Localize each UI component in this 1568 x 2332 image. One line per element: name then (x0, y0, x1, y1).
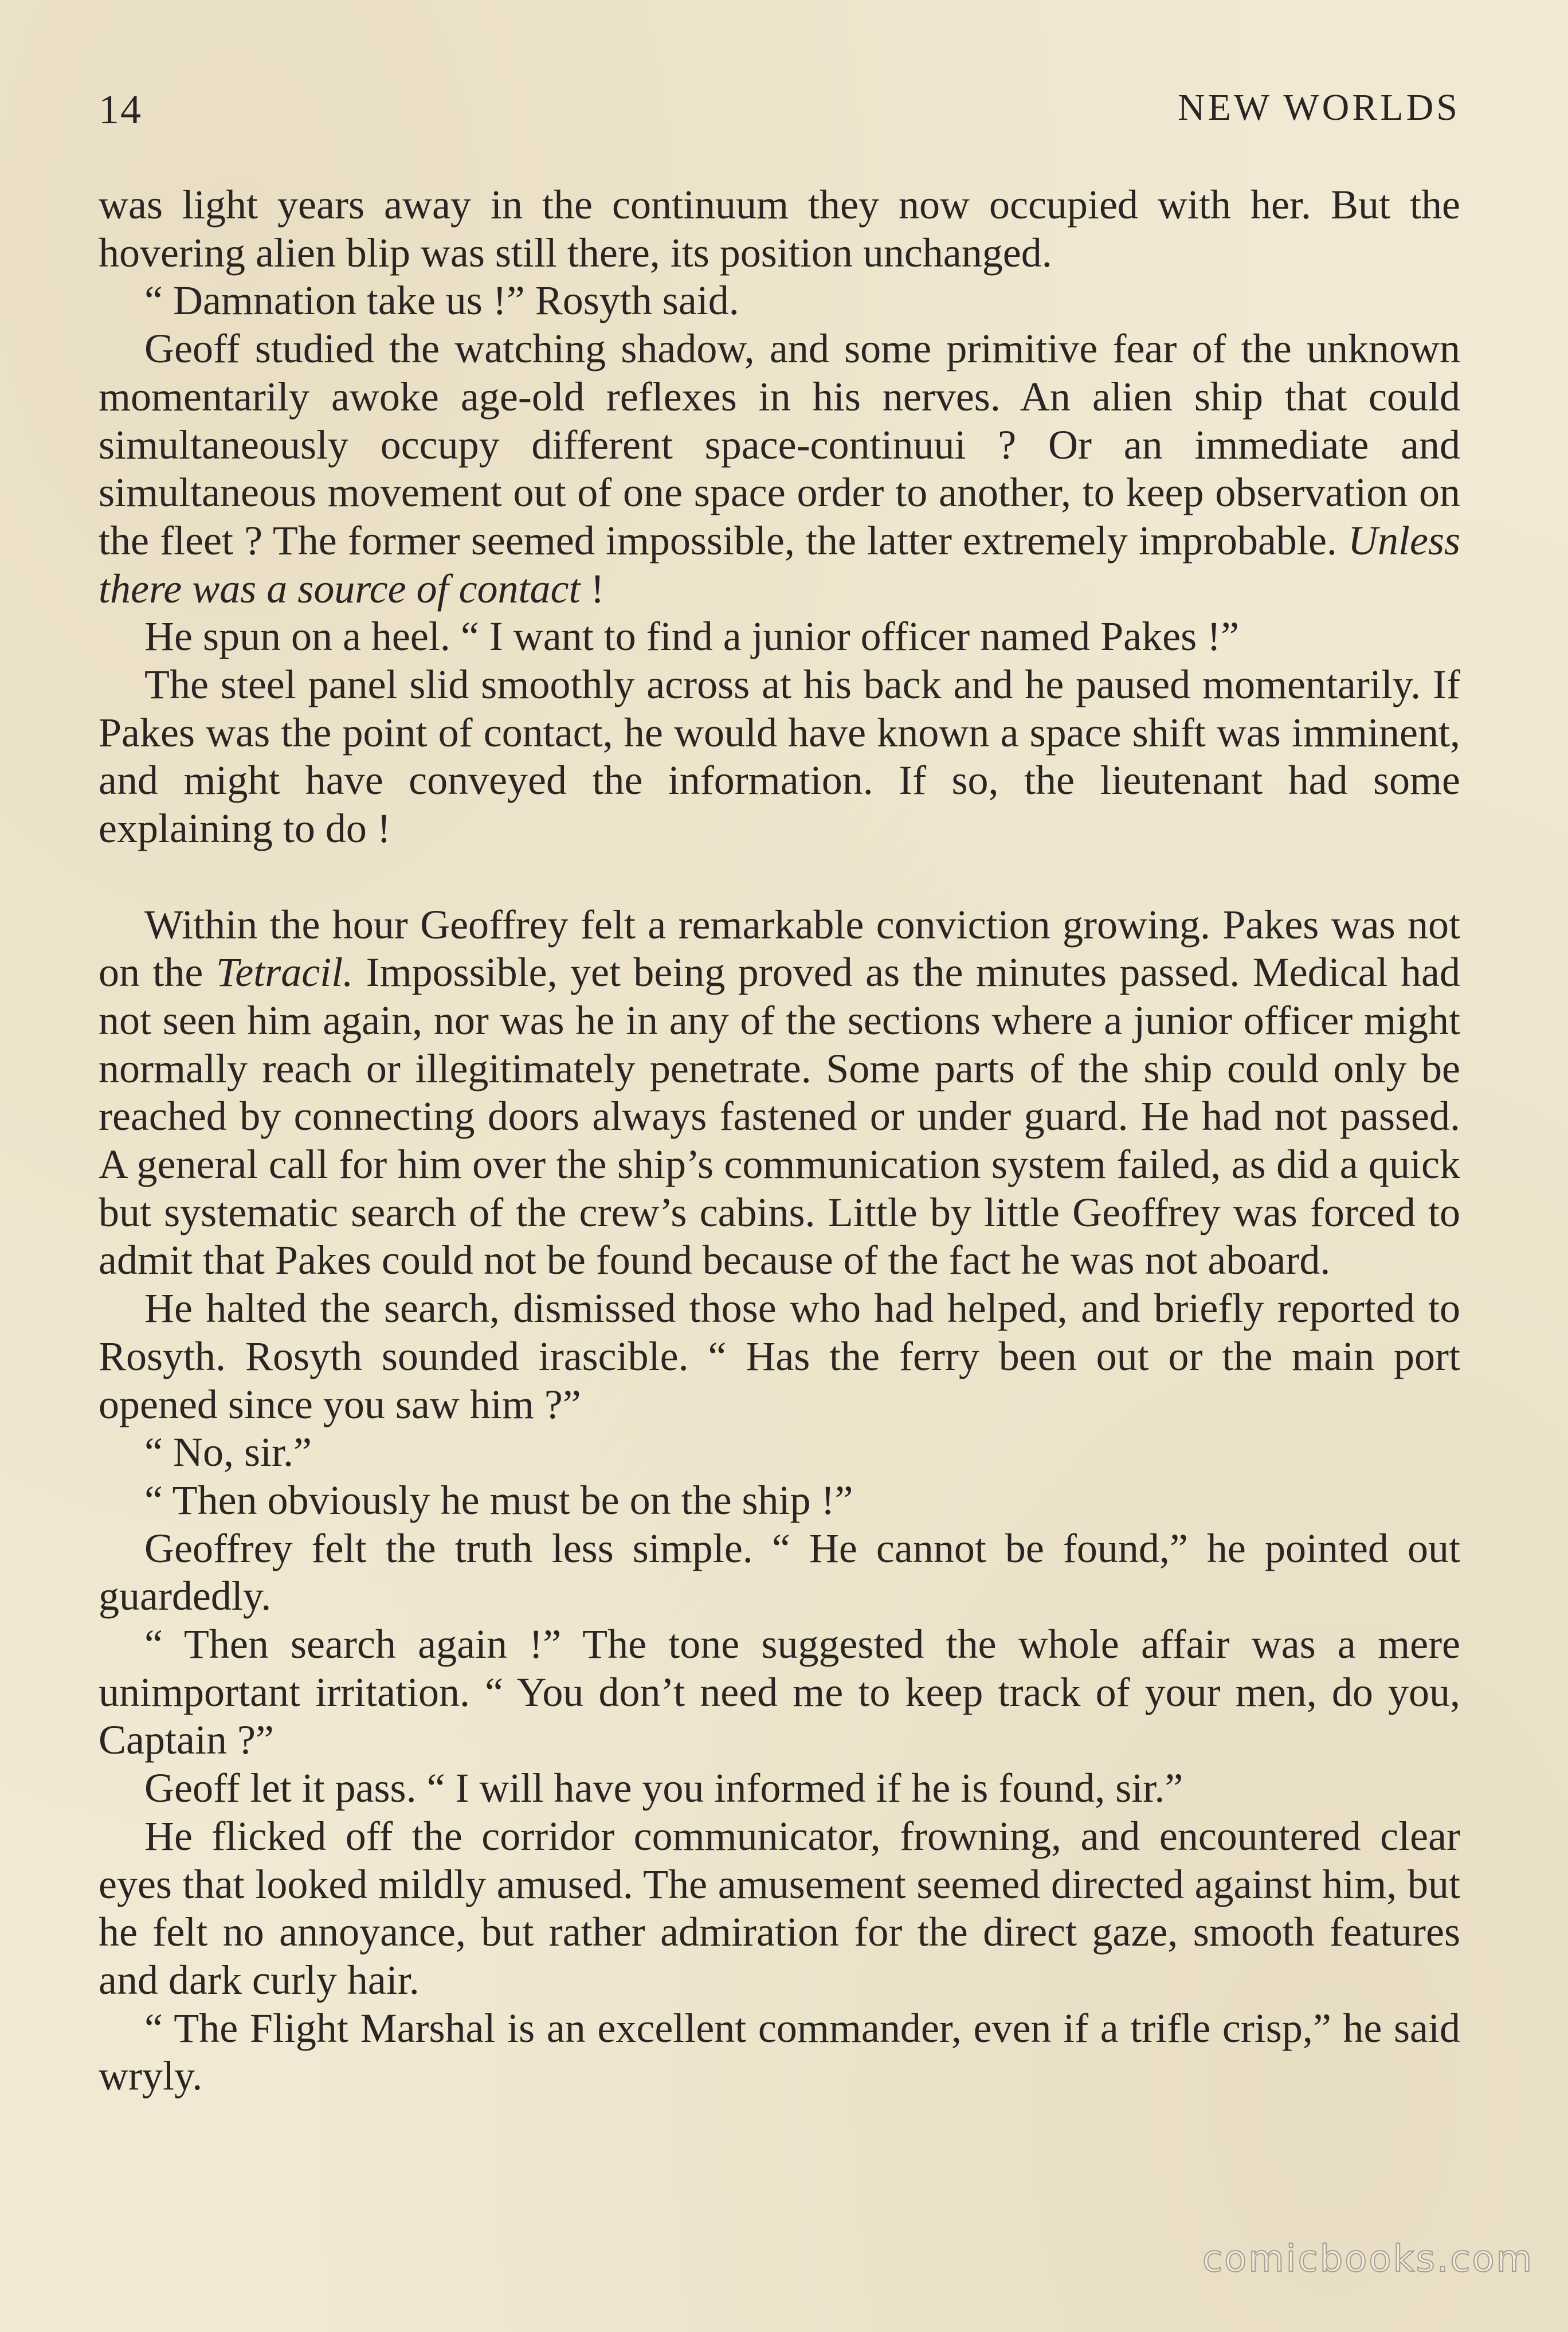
paragraph: Geoffrey felt the truth less simple. “ He cannot be found,” he pointed out guardedly. (99, 1525, 1460, 1619)
paragraph: “ The Flight Marshal is an excellent commander, even if a trifle crisp,” he said wryly. (99, 2005, 1460, 2099)
section-break (99, 853, 1460, 901)
page-header (99, 86, 1460, 143)
paragraph: The steel panel slid smoothly across at his back and he paused momentarily. If Pakes was the point of contact, he would have known a space shift was imminent, and might have conveyed the information. If so, the lieutenant had some explaining to do ! (99, 662, 1460, 852)
paragraph: “ Then obviously he must be on the ship !” (144, 1477, 853, 1523)
paragraph: Within the hour Geoffrey felt a remarkable conviction growing. Pakes was not on the Tetracil. Impossible, yet being proved as the minutes passed. Medical had not seen him again, nor was he in any of the sections where a junior officer might normally reach or illegitimately penetrate. Some parts of the ship could only be reached by connecting doors always fastened or under guard. He had not passed. A general call for him over the ship’s communication system failed, as did a quick but systematic search of the crew’s cabins. Little by little Geoffrey was forced to admit that Pakes could not be found because of the fact he was not aboard. (99, 901, 1460, 1284)
watermark: comicbooks.com (1202, 2238, 1534, 2280)
paragraph: was light years away in the continuum they now occupied with her. But the hovering alien blip was still there, its position unchanged. (99, 182, 1460, 276)
paragraph: He flicked off the corridor communicator, frowning, and encountered clear eyes that looked mildly amused. The amusement seemed directed against him, but he felt no annoyance, but rather admiration for the direct gaze, smooth features and dark curly hair. (99, 1813, 1460, 2003)
paragraph: “ Damnation take us !” Rosyth said. (144, 277, 739, 324)
paragraph: He spun on a heel. “ I want to find a junior officer named Pakes !” (144, 613, 1240, 660)
paragraph: Geoff studied the watching shadow, and some primitive fear of the unknown momentarily awoke age-old reflexes in his nerves. An alien ship that could simultaneously occupy different space-continuui ? Or an immediate and simultaneous movement out of one space order to another, to keep observation on the fleet ? The former seemed impossible, the latter extremely improbable. Unless there was a source of contact ! (99, 326, 1461, 612)
paragraph: “ No, sir.” (144, 1429, 312, 1476)
italic-phrase: Unless there was a source of contact (99, 517, 1461, 612)
ship-name: Tetracil. (215, 949, 354, 996)
page-number: 14 (99, 87, 142, 132)
paragraph: “ Then search again !” The tone suggested the whole affair was a mere unimportant irritation. “ You don’t need me to keep track of your men, do you, Captain ?” (99, 1621, 1460, 1763)
paragraph: Geoff let it pass. “ I will have you informed if he is found, sir.” (144, 1765, 1183, 1811)
running-head: NEW WORLDS (1177, 87, 1460, 128)
paragraph: He halted the search, dismissed those who had helped, and briefly reported to Rosyth. Rosyth sounded irascible. “ Has the ferry been out or the main port opened since you saw him ?” (99, 1285, 1460, 1427)
body-text (99, 181, 1460, 2100)
